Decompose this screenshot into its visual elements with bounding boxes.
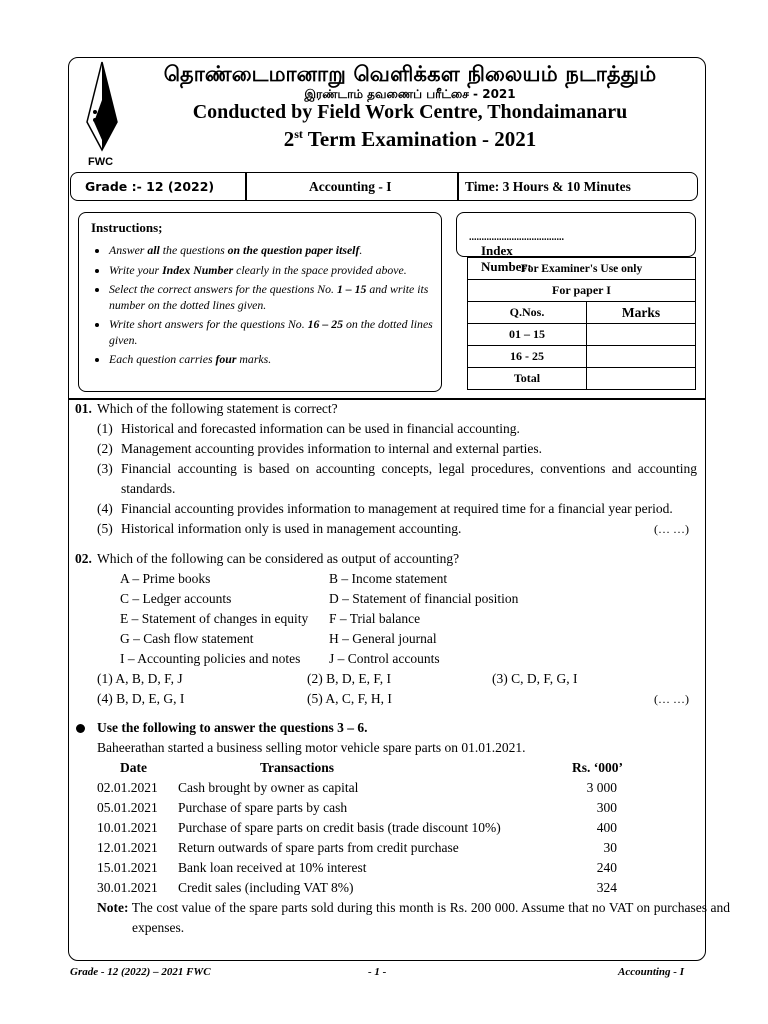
q2-option[interactable]: (2) B, D, E, F, I bbox=[307, 671, 392, 686]
examiner-table bbox=[467, 257, 696, 390]
table-row: 30.01.2021 Credit sales (including VAT 8%) 324 bbox=[97, 880, 617, 895]
grade-label: Grade :- 12 (2022) bbox=[85, 179, 215, 194]
col-qnos: Q.Nos. bbox=[468, 302, 587, 324]
q2-item: C – Ledger accounts bbox=[120, 591, 232, 606]
q2-item: H – General journal bbox=[329, 631, 437, 646]
q2-option[interactable]: (1) A, B, D, F, J bbox=[97, 671, 183, 686]
q2-text: Which of the following can be considered as output of accounting? bbox=[97, 551, 460, 566]
instruction-item: • Select the correct answers for the questions No. 1 – 15 and write its number on the dotted lines given. bbox=[109, 282, 449, 313]
footer-page-number: - 1 - bbox=[368, 966, 387, 978]
q2-option[interactable]: (3) C, D, F, G, I bbox=[492, 671, 578, 686]
q2-items-left bbox=[120, 569, 308, 669]
transactions-table bbox=[97, 778, 617, 898]
q2-items-right bbox=[329, 569, 518, 669]
col-transactions: Transactions bbox=[260, 760, 335, 775]
q2-item: J – Control accounts bbox=[329, 651, 440, 666]
table-row: 15.01.2021 Bank loan received at 10% interest 240 bbox=[97, 860, 617, 875]
q2-item: D – Statement of financial position bbox=[329, 591, 519, 606]
tamil-subtitle: இரண்டாம் தவணைப் பரீட்சை - 2021 bbox=[304, 87, 516, 101]
q1-text: Which of the following statement is correct? bbox=[97, 401, 338, 416]
instructions-heading: Instructions; bbox=[91, 220, 163, 235]
table-row: 12.01.2021 Return outwards of spare parts from credit purchase 30 bbox=[97, 840, 617, 855]
passage-intro: Baheerathan started a business selling motor vehicle spare parts on 01.01.2021. bbox=[97, 740, 526, 755]
q1-option[interactable]: (4) Financial accounting provides information to management at required time for a financial year period. bbox=[97, 501, 673, 516]
q2-item: G – Cash flow statement bbox=[120, 631, 254, 646]
table-row: 10.01.2021 Purchase of spare parts on credit basis (trade discount 10%) 400 bbox=[97, 820, 617, 835]
time-label: Time: 3 Hours & 10 Minutes bbox=[465, 179, 631, 194]
instruction-item: • Answer all the questions on the question paper itself. bbox=[109, 243, 449, 259]
q2-number: 02. bbox=[75, 551, 92, 566]
q2-answer-space[interactable]: (… …) bbox=[654, 692, 689, 706]
bullet-icon bbox=[76, 724, 85, 733]
instructions-box bbox=[78, 212, 442, 392]
row-label: 16 - 25 bbox=[468, 346, 587, 368]
q1-option[interactable]: (5) Historical information only is used in management accounting. bbox=[97, 521, 462, 536]
marks-cell[interactable] bbox=[587, 368, 696, 390]
table-row: 02.01.2021 Cash brought by owner as capital 3 000 bbox=[97, 780, 617, 795]
marks-cell[interactable] bbox=[587, 324, 696, 346]
grade-bar bbox=[70, 172, 698, 201]
q1-option[interactable]: (2) Management accounting provides information to internal and external parties. bbox=[97, 441, 542, 456]
note: Note: The cost value of the spare parts sold during this month is Rs. 200 000. Assume that no VAT on purchases and expenses. bbox=[97, 900, 730, 935]
row-label: Total bbox=[468, 368, 587, 390]
q2-option[interactable]: (4) B, D, E, G, I bbox=[97, 691, 185, 706]
index-number-field[interactable]: ...................................... bbox=[469, 232, 564, 243]
tamil-title: தொண்டைமானாறு வெளிக்கள நிலையம் நடாத்தும் bbox=[163, 62, 657, 86]
q1-answer-space[interactable]: (… …) bbox=[654, 522, 689, 536]
footer-left: Grade - 12 (2022) – 2021 FWC bbox=[70, 966, 211, 978]
logo-label: FWC bbox=[88, 156, 114, 168]
col-marks: Marks bbox=[587, 302, 696, 324]
q2-option[interactable]: (5) A, C, F, H, I bbox=[307, 691, 392, 706]
q2-item: I – Accounting policies and notes bbox=[120, 651, 301, 666]
english-title: Conducted by Field Work Centre, Thondaimanaru bbox=[192, 101, 628, 123]
instruction-item: • Each question carries four marks. bbox=[109, 352, 449, 368]
q2-item: B – Income statement bbox=[329, 571, 448, 586]
q1-option[interactable]: (1) Historical and forecasted information can be used in financial accounting. bbox=[97, 421, 520, 436]
q1-option[interactable]: (3) Financial accounting is based on accounting concepts, legal procedures, conventions and accounting standards. bbox=[97, 461, 697, 496]
examiner-subheading: For paper I bbox=[468, 280, 696, 302]
examiner-heading: For Examiner's Use only bbox=[468, 258, 696, 280]
table-row: 05.01.2021 Purchase of spare parts by cash 300 bbox=[97, 800, 617, 815]
instruction-item: • Write short answers for the questions No. 16 – 25 on the dotted lines given. bbox=[109, 317, 449, 348]
q2-item: A – Prime books bbox=[120, 571, 211, 586]
q1-number: 01. bbox=[75, 401, 92, 416]
exam-title: 2st Term Examination - 2021 bbox=[283, 127, 537, 151]
col-amount: Rs. ‘000’ bbox=[572, 760, 623, 775]
row-label: 01 – 15 bbox=[468, 324, 587, 346]
q1-options bbox=[97, 419, 697, 539]
instructions-list bbox=[87, 243, 449, 372]
q2-item: E – Statement of changes in equity bbox=[120, 611, 309, 626]
marks-cell[interactable] bbox=[587, 346, 696, 368]
index-number-label: Index Number: bbox=[481, 243, 532, 274]
col-date: Date bbox=[120, 760, 147, 775]
subject-label: Accounting - I bbox=[309, 179, 392, 194]
footer-right: Accounting - I bbox=[617, 966, 684, 978]
instruction-item: • Write your Index Number clearly in the space provided above. bbox=[109, 263, 449, 279]
q2-item: F – Trial balance bbox=[329, 611, 421, 626]
fwc-logo-icon bbox=[82, 60, 122, 152]
passage-heading: Use the following to answer the questions 3 – 6. bbox=[97, 720, 368, 735]
